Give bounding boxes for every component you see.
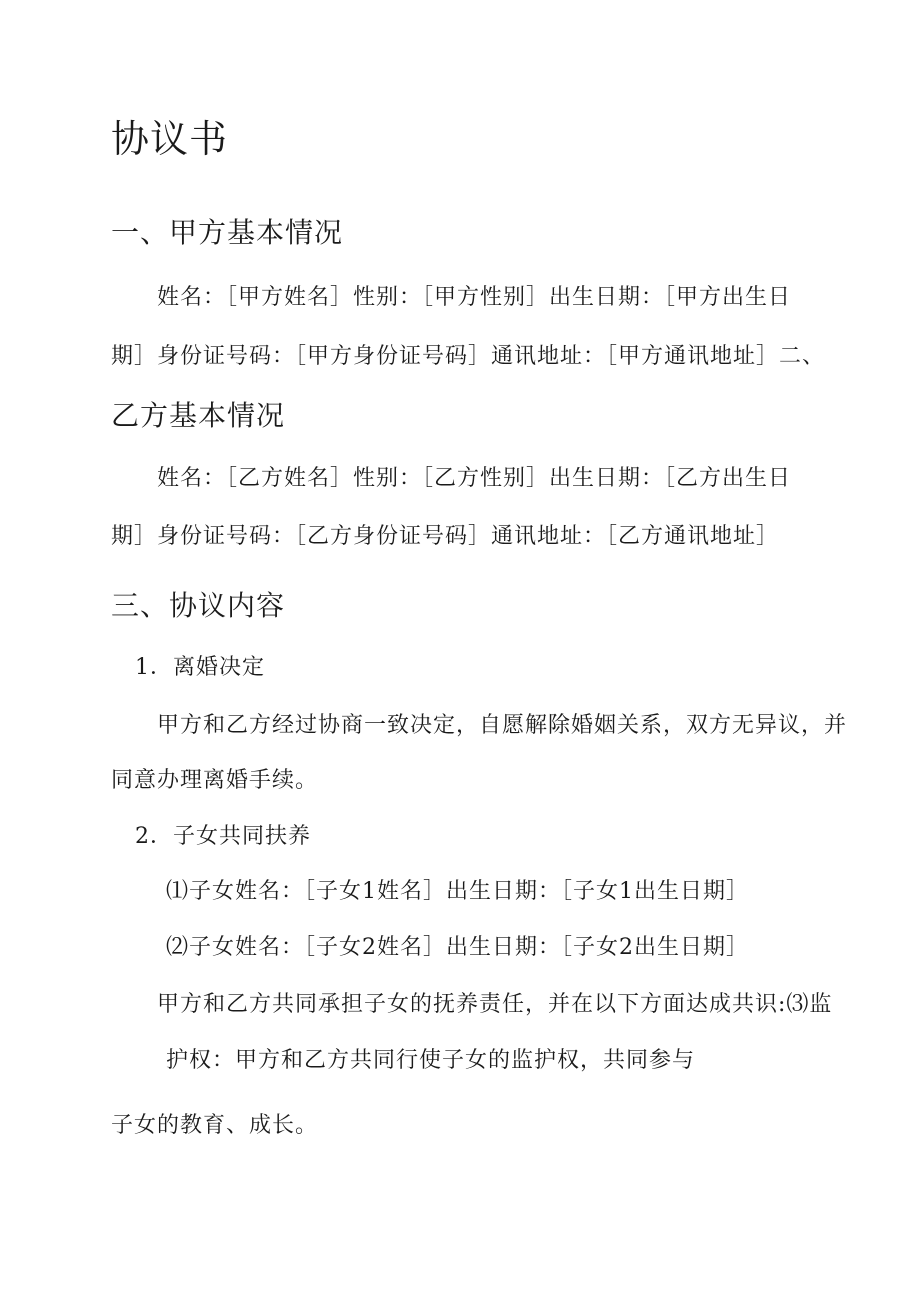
item-divorce-label: 1．离婚决定 (135, 655, 265, 680)
section-heading-agreement: 三、协议内容 (111, 589, 286, 622)
child-2-line: ⑵子女姓名：［子女2姓名］出生日期：［子女2出生日期］ (166, 935, 749, 960)
party-b-line-1: 姓名：［乙方姓名］性别：［乙方性别］出生日期：［乙方出生日 (157, 466, 792, 491)
child-1-line: ⑴子女姓名：［子女1姓名］出生日期：［子女1出生日期］ (166, 879, 749, 904)
item-divorce-line-2: 同意办理离婚手续。 (111, 768, 319, 793)
item-custody-label: 2．子女共同扶养 (135, 824, 311, 849)
custody-line-1: 甲方和乙方共同承担子女的抚养责任，并在以下方面达成共识:⑶监 (157, 992, 833, 1017)
custody-line-3: 子女的教育、成长。 (111, 1113, 319, 1138)
party-b-line-2: 期］身份证号码：［乙方身份证号码］通讯地址：［乙方通讯地址］ (111, 524, 780, 549)
custody-line-2: 护权：甲方和乙方共同行使子女的监护权，共同参与 (166, 1048, 696, 1073)
document-title: 协议书 (111, 117, 229, 161)
party-a-line-2: 期］身份证号码：［甲方身份证号码］通讯地址：［甲方通讯地址］二、 (111, 344, 826, 369)
item-divorce-line-1: 甲方和乙方经过协商一致决定，自愿解除婚姻关系，双方无异议，并 (157, 713, 848, 738)
section-heading-party-b: 乙方基本情况 (111, 399, 286, 432)
section-heading-party-a: 一、甲方基本情况 (111, 216, 344, 249)
party-a-line-1: 姓名：［甲方姓名］性别：［甲方性别］出生日期：［甲方出生日 (157, 285, 792, 310)
